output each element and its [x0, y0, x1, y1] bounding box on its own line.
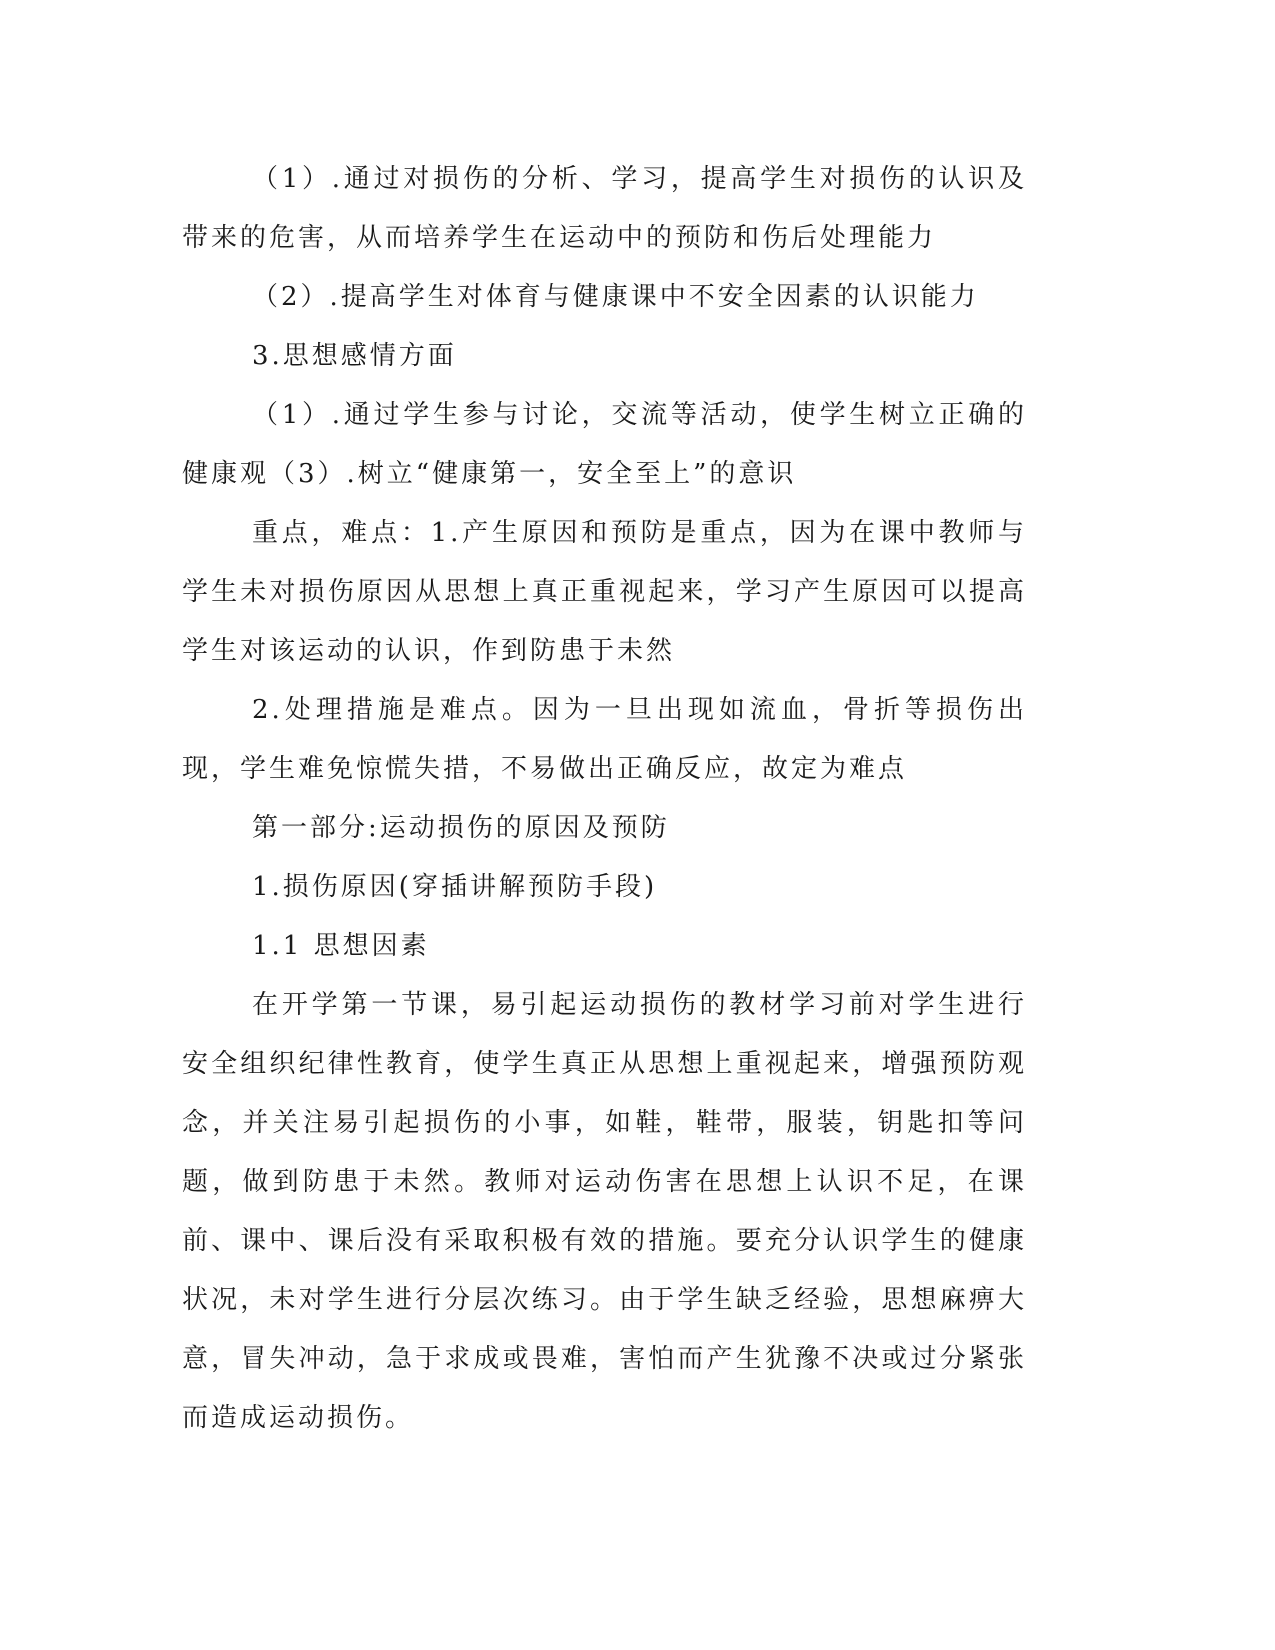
paragraph-difficult-points: 2.处理措施是难点。因为一旦出现如流血，骨折等损伤出现，学生难免惊慌失措，不易做出正确反应，故定为难点 — [182, 695, 1027, 784]
paragraph-emotion-objective: （1）.通过学生参与讨论，交流等活动，使学生树立正确的健康观（3）.树立“健康第一，安全至上”的意识 — [182, 400, 1027, 489]
paragraph-objective-2: （2）.提高学生对体育与健康课中不安全因素的认识能力 — [252, 282, 979, 312]
subheading-injury-causes: 1.损伤原因(穿插讲解预防手段) — [252, 872, 658, 902]
section-heading-part-one: 第一部分:运动损伤的原因及预防 — [252, 813, 670, 843]
section-heading-emotion: 3.思想感情方面 — [252, 341, 457, 371]
paragraph-objective-1: （1）.通过对损伤的分析、学习，提高学生对损伤的认识及带来的危害，从而培养学生在运动中的预防和伤后处理能力 — [182, 164, 1027, 253]
document-page — [182, 150, 1027, 1448]
subheading-mental-factors: 1.1 思想因素 — [252, 931, 430, 961]
paragraph-mental-factors: 在开学第一节课，易引起运动损伤的教材学习前对学生进行安全组织纪律性教育，使学生真正从思想上重视起来，增强预防观念，并关注易引起损伤的小事，如鞋，鞋带，服装，钥匙扣等问题，做到防患于未然。教师对运动伤害在思想上认识不足，在课前、课中、课后没有采取积极有效的措施。要充分认识学生的健康状况，未对学生进行分层次练习。由于学生缺乏经验，思想麻痹大意，冒失冲动，急于求成或畏难，害怕而产生犹豫不决或过分紧张而造成运动损伤。 — [182, 990, 1027, 1433]
paragraph-key-points: 重点，难点：1.产生原因和预防是重点，因为在课中教师与学生未对损伤原因从思想上真正重视起来，学习产生原因可以提高学生对该运动的认识，作到防患于未然 — [182, 518, 1027, 666]
